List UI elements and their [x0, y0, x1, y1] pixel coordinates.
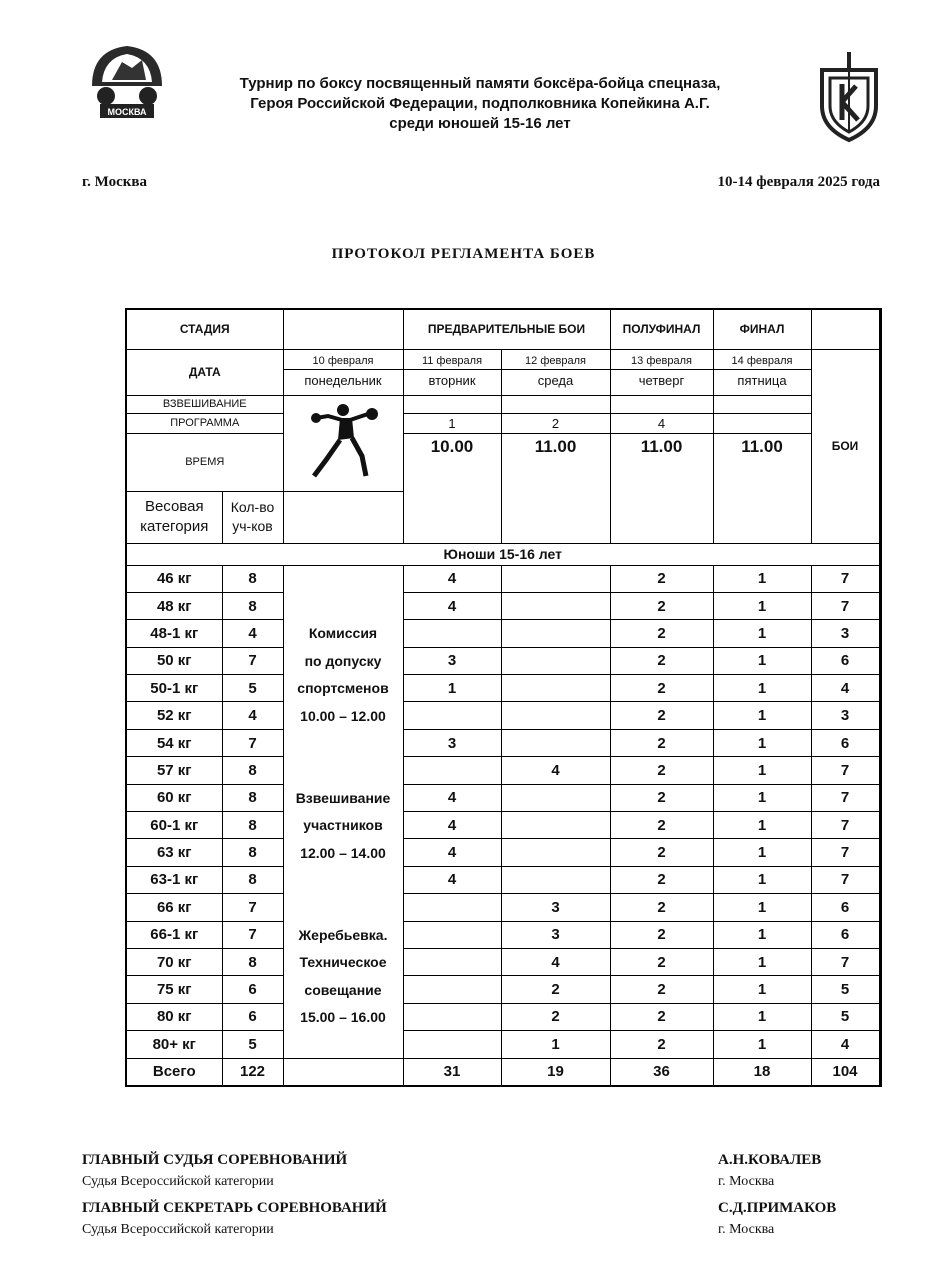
stage-prelim: ПРЕДВАРИТЕЛЬНЫЕ БОИ	[403, 309, 610, 349]
table-row	[126, 812, 881, 839]
cell-d13: 2	[610, 948, 713, 975]
table-row	[126, 784, 881, 811]
cell-d14: 1	[713, 592, 811, 619]
monday-note	[283, 866, 403, 893]
empty-cell	[283, 1058, 403, 1086]
empty-cell	[879, 491, 881, 543]
cell-bouts: 7	[811, 757, 879, 784]
program-cell: 1	[403, 413, 501, 433]
cell-d12: 1	[501, 1031, 610, 1058]
chief-secretary-role: ГЛАВНЫЙ СЕКРЕТАРЬ СОРЕВНОВАНИЙ	[82, 1200, 387, 1216]
cell-d13: 2	[610, 866, 713, 893]
cell-d14: 1	[713, 784, 811, 811]
cell-d12	[501, 812, 610, 839]
cell-count: 7	[222, 921, 283, 948]
monday-note: 10.00 – 12.00	[283, 702, 403, 729]
cell-d11: 4	[403, 812, 501, 839]
cell-d12	[501, 620, 610, 647]
cell-weight: 50 кг	[126, 647, 222, 674]
total-d12: 19	[501, 1058, 610, 1086]
cell-d13: 2	[610, 757, 713, 784]
cell-bouts: 5	[811, 976, 879, 1003]
monday-note	[283, 894, 403, 921]
special-forces-emblem	[818, 48, 880, 144]
cell-d11: 4	[403, 839, 501, 866]
cell-count: 6	[222, 976, 283, 1003]
table-row	[126, 592, 881, 619]
cell-count: 8	[222, 948, 283, 975]
cell-bouts: 7	[811, 784, 879, 811]
cell-bouts: 7	[811, 565, 879, 592]
cell-d14: 1	[713, 1003, 811, 1030]
day-header: 12 февраля среда	[501, 349, 610, 395]
bouts-label: БОИ	[811, 349, 879, 543]
cell-weight: 48-1 кг	[126, 620, 222, 647]
cell-bouts: 5	[811, 1003, 879, 1030]
cell-d14: 1	[713, 675, 811, 702]
cell-weight: 63-1 кг	[126, 866, 222, 893]
cell-bouts: 4	[811, 1031, 879, 1058]
stage-label: СТАДИЯ	[126, 309, 283, 349]
table-row	[126, 1003, 881, 1030]
cell-d12	[501, 729, 610, 756]
cell-d14: 1	[713, 976, 811, 1003]
cell-weight: 52 кг	[126, 702, 222, 729]
cell-weight: 80 кг	[126, 1003, 222, 1030]
schedule-table	[125, 308, 882, 1087]
monday-note: совещание	[283, 976, 403, 1003]
cell-d14: 1	[713, 812, 811, 839]
cell-d13: 2	[610, 565, 713, 592]
count-header: Кол-во уч-ков	[222, 491, 283, 543]
cell-d12	[501, 565, 610, 592]
time-label: ВРЕМЯ	[126, 433, 283, 491]
cell-d12: 2	[501, 976, 610, 1003]
cell-d11: 1	[403, 675, 501, 702]
cell-weight: 80+ кг	[126, 1031, 222, 1058]
cell-count: 8	[222, 812, 283, 839]
time-cell: 10.00	[403, 433, 501, 543]
cell-d11: 4	[403, 866, 501, 893]
monday-note: Жеребьевка.	[283, 921, 403, 948]
day-header: 10 февраля понедельник	[283, 349, 403, 395]
monday-note: 15.00 – 16.00	[283, 1003, 403, 1030]
cell-d13: 2	[610, 976, 713, 1003]
cell-d12: 3	[501, 894, 610, 921]
total-row	[126, 1058, 881, 1086]
cell-count: 7	[222, 894, 283, 921]
cell-d11: 3	[403, 647, 501, 674]
table-row	[126, 839, 881, 866]
cell-d11: 4	[403, 565, 501, 592]
cell-d14: 1	[713, 866, 811, 893]
monday-note: Комиссия	[283, 620, 403, 647]
cell-weight: 50-1 кг	[126, 675, 222, 702]
cell-weight: 66 кг	[126, 894, 222, 921]
table-row	[126, 620, 881, 647]
program-cell: 4	[610, 413, 713, 433]
table-row	[126, 866, 881, 893]
cell-d12: 2	[501, 1003, 610, 1030]
cell-bouts: 7	[811, 812, 879, 839]
chief-judge-city: г. Москва	[718, 1174, 775, 1189]
cell-bouts: 6	[811, 729, 879, 756]
cell-d11	[403, 894, 501, 921]
monday-note: 12.00 – 14.00	[283, 839, 403, 866]
cell-bouts: 6	[811, 647, 879, 674]
signatures	[82, 1152, 862, 1244]
cell-bouts: 7	[811, 839, 879, 866]
empty-cell	[501, 395, 610, 413]
chief-judge-block	[82, 1152, 862, 1196]
cell-weight: 66-1 кг	[126, 921, 222, 948]
total-label: Всего	[126, 1058, 222, 1086]
total-d14: 18	[713, 1058, 811, 1086]
table-row	[126, 675, 881, 702]
cell-count: 5	[222, 675, 283, 702]
cell-d11: 3	[403, 729, 501, 756]
program-cell: 2	[501, 413, 610, 433]
svg-text:МОСКВА: МОСКВА	[107, 107, 147, 117]
cell-count: 8	[222, 866, 283, 893]
cell-d14: 1	[713, 702, 811, 729]
monday-note	[283, 729, 403, 756]
cell-bouts: 7	[811, 948, 879, 975]
cell-d12	[501, 592, 610, 619]
table-row	[126, 976, 881, 1003]
cell-d12	[501, 839, 610, 866]
cell-d11	[403, 757, 501, 784]
cell-weight: 70 кг	[126, 948, 222, 975]
cell-bouts: 4	[811, 675, 879, 702]
monday-note: спортсменов	[283, 675, 403, 702]
cell-weight: 57 кг	[126, 757, 222, 784]
table-row	[126, 1031, 881, 1058]
cell-d12	[501, 675, 610, 702]
total-d13: 36	[610, 1058, 713, 1086]
cell-count: 6	[222, 1003, 283, 1030]
cell-d14: 1	[713, 565, 811, 592]
day-header: 14 февраля пятница	[713, 349, 811, 395]
cell-d12	[501, 866, 610, 893]
cell-d12	[501, 702, 610, 729]
program-cell	[713, 413, 811, 433]
monday-note: Техническое	[283, 948, 403, 975]
cell-d11: 4	[403, 592, 501, 619]
cell-d13: 2	[610, 620, 713, 647]
empty-cell	[283, 309, 403, 349]
cell-weight: 60-1 кг	[126, 812, 222, 839]
cell-count: 4	[222, 702, 283, 729]
cell-d11	[403, 948, 501, 975]
cell-weight: 63 кг	[126, 839, 222, 866]
cell-bouts: 3	[811, 620, 879, 647]
chief-judge-category: Судья Всероссийской категории	[82, 1174, 274, 1189]
cell-d13: 2	[610, 702, 713, 729]
day-header: 11 февраля вторник	[403, 349, 501, 395]
cell-weight: 48 кг	[126, 592, 222, 619]
table-row	[126, 894, 881, 921]
day-header: 13 февраля четверг	[610, 349, 713, 395]
chief-secretary-name: С.Д.ПРИМАКОВ	[718, 1200, 837, 1216]
cell-d14: 1	[713, 921, 811, 948]
document-title: ПРОТОКОЛ РЕГЛАМЕНТА БОЕВ	[331, 246, 596, 262]
boxer-icon	[283, 395, 403, 491]
cell-count: 8	[222, 757, 283, 784]
cell-bouts: 6	[811, 921, 879, 948]
cell-d12: 3	[501, 921, 610, 948]
chief-judge-name: А.Н.КОВАЛЕВ	[718, 1152, 822, 1168]
cell-d12	[501, 784, 610, 811]
cell-d11: 4	[403, 784, 501, 811]
cell-d13: 2	[610, 592, 713, 619]
cell-d14: 1	[713, 948, 811, 975]
cell-d13: 2	[610, 1031, 713, 1058]
cell-d11	[403, 702, 501, 729]
cell-count: 7	[222, 647, 283, 674]
stage-semifinal: ПОЛУФИНАЛ	[610, 309, 713, 349]
table-row	[126, 647, 881, 674]
table-row	[126, 948, 881, 975]
cell-d13: 2	[610, 675, 713, 702]
total-d11: 31	[403, 1058, 501, 1086]
cell-d12	[501, 647, 610, 674]
table-row	[126, 921, 881, 948]
cell-d11	[403, 1003, 501, 1030]
chief-secretary-block	[82, 1200, 862, 1244]
time-cell: 11.00	[610, 433, 713, 543]
cell-count: 5	[222, 1031, 283, 1058]
federation-logo	[82, 38, 172, 128]
stage-final: ФИНАЛ	[713, 309, 811, 349]
chief-secretary-city: г. Москва	[718, 1222, 775, 1237]
cell-d14: 1	[713, 757, 811, 784]
cell-d13: 2	[610, 921, 713, 948]
cell-d13: 2	[610, 1003, 713, 1030]
title-line: среди юношей 15-16 лет	[389, 115, 571, 132]
cell-bouts: 7	[811, 592, 879, 619]
cell-bouts: 7	[811, 866, 879, 893]
cell-bouts: 3	[811, 702, 879, 729]
program-label: ПРОГРАММА	[126, 413, 283, 433]
date-label: ДАТА	[126, 349, 283, 395]
table-row	[126, 565, 881, 592]
cell-count: 8	[222, 784, 283, 811]
cell-d14: 1	[713, 620, 811, 647]
cell-d12: 4	[501, 948, 610, 975]
table-row	[126, 757, 881, 784]
monday-note	[283, 565, 403, 592]
cell-d13: 2	[610, 647, 713, 674]
cell-count: 8	[222, 839, 283, 866]
monday-note	[283, 757, 403, 784]
table-row	[126, 702, 881, 729]
cell-d12: 4	[501, 757, 610, 784]
tournament-title	[200, 74, 760, 134]
cell-count: 4	[222, 620, 283, 647]
empty-cell	[811, 309, 879, 349]
group-label: Юноши 15-16 лет	[126, 543, 879, 565]
cell-d14: 1	[713, 1031, 811, 1058]
time-cell: 11.00	[501, 433, 610, 543]
total-count: 122	[222, 1058, 283, 1086]
cell-d11	[403, 620, 501, 647]
cell-weight: 46 кг	[126, 565, 222, 592]
monday-note: Взвешивание	[283, 784, 403, 811]
cell-d14: 1	[713, 647, 811, 674]
time-cell: 11.00	[713, 433, 811, 543]
cell-count: 7	[222, 729, 283, 756]
city-label: г. Москва	[82, 174, 147, 190]
monday-note: по допуску	[283, 647, 403, 674]
cell-bouts: 6	[811, 894, 879, 921]
cell-d13: 2	[610, 729, 713, 756]
cell-d11	[403, 1031, 501, 1058]
cell-d13: 2	[610, 839, 713, 866]
weight-category-header: Весовая категория	[126, 491, 222, 543]
monday-note: участников	[283, 812, 403, 839]
monday-note	[283, 592, 403, 619]
cell-count: 8	[222, 592, 283, 619]
empty-cell	[403, 395, 501, 413]
title-line: Героя Российской Федерации, подполковника Копейкина А.Г.	[250, 95, 710, 112]
chief-judge-role: ГЛАВНЫЙ СУДЬЯ СОРЕВНОВАНИЙ	[82, 1152, 348, 1168]
empty-cell	[610, 395, 713, 413]
dates-label: 10-14 февраля 2025 года	[717, 174, 880, 190]
cell-weight: 75 кг	[126, 976, 222, 1003]
title-line: Турнир по боксу посвященный памяти боксёра-бойца спецназа,	[239, 75, 721, 92]
cell-d13: 2	[610, 784, 713, 811]
cell-d14: 1	[713, 894, 811, 921]
monday-note	[283, 1031, 403, 1058]
cell-weight: 54 кг	[126, 729, 222, 756]
empty-cell	[713, 395, 811, 413]
cell-d11	[403, 976, 501, 1003]
cell-d13: 2	[610, 894, 713, 921]
empty-cell	[283, 491, 403, 543]
total-bouts: 104	[811, 1058, 879, 1086]
cell-weight: 60 кг	[126, 784, 222, 811]
cell-count: 8	[222, 565, 283, 592]
cell-d14: 1	[713, 839, 811, 866]
cell-d13: 2	[610, 812, 713, 839]
cell-d14: 1	[713, 729, 811, 756]
cell-d11	[403, 921, 501, 948]
table-row	[126, 729, 881, 756]
weigh-label: ВЗВЕШИВАНИЕ	[126, 395, 283, 413]
chief-secretary-category: Судья Всероссийской категории	[82, 1222, 274, 1237]
